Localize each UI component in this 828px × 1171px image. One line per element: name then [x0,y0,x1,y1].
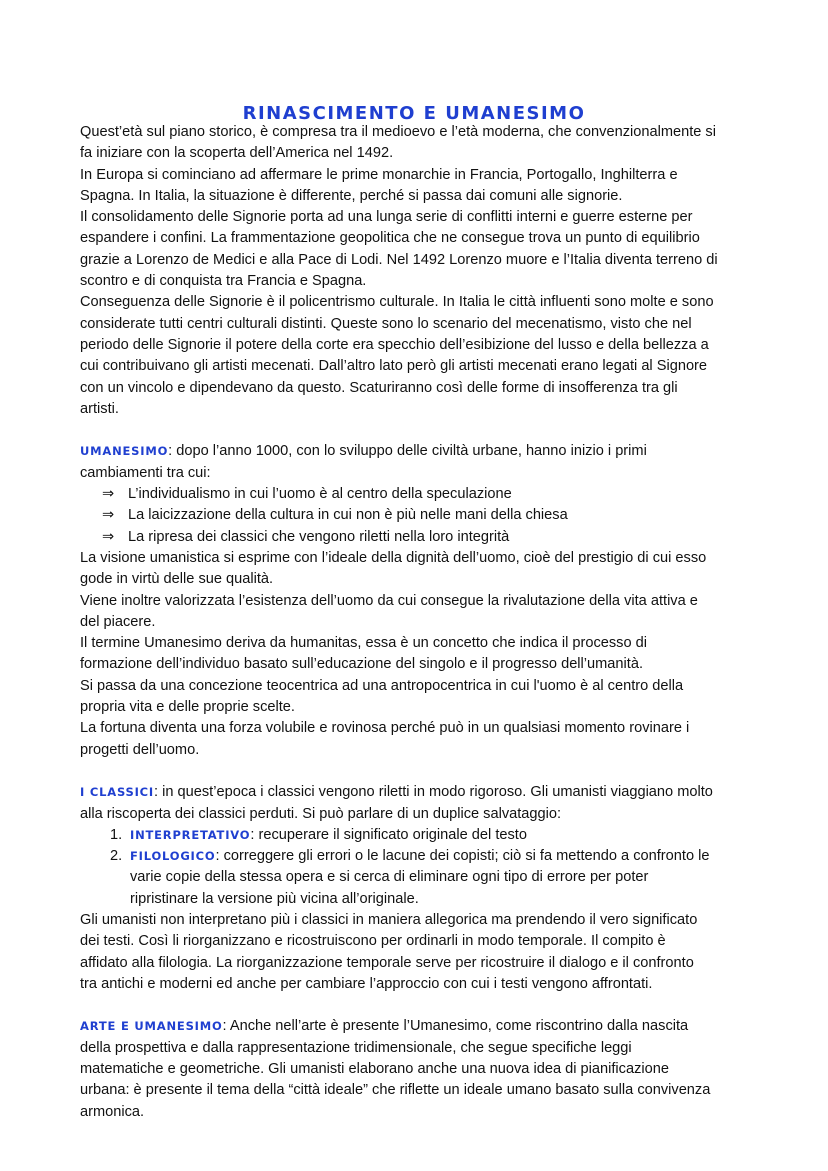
blank-line [80,420,780,441]
text-line [80,548,780,569]
text-line [80,654,780,675]
line-text: cambiamenti tra cui: [80,464,211,481]
arrow-bullet-icon: ⇒ [102,507,115,524]
line-text: propria vita e delle proprie scelte. [80,699,295,716]
text-line [80,612,780,633]
line-text: Spagna. In Italia, la situazione è differente, perché si passa dai comuni alle signorie. [80,187,623,204]
text-line [80,207,780,228]
text-line [80,228,780,249]
section-label: UMANESIMO [80,444,169,459]
text-line [80,463,780,484]
line-text: affidato alla filologia. La riorganizzazione temporale serve per ricostruire il dialogo e il confronto [80,954,694,971]
line-text: alla riscoperta dei classici perduti. Si può parlare di un duplice salvataggio: [80,805,562,822]
text-line [80,122,780,143]
line-text: Si passa da una concezione teocentrica ad una antropocentrica in cui l'uomo è al centro della [80,677,684,694]
document-body [80,122,780,1123]
text-line [80,378,780,399]
line-text: grazie a Lorenzo de Medici e alla Pace di Lodi. Nel 1492 Lorenzo muore e l’Italia diventa terreno di [80,251,718,268]
document-title: RINASCIMENTO E UMANESIMO [242,103,586,124]
text-line [80,1102,780,1123]
text-line [80,441,780,462]
section-label: INTERPRETATIVO [130,827,251,842]
line-text: periodo delle Signorie il potere della corte era specchio dell’esibizione del lusso e della bellezza a [80,336,709,353]
line-text: della prospettiva e dalla rappresentazione tridimensionale, che segue specifiche leggi [80,1039,632,1056]
text-line [80,314,780,335]
line-text: Quest’età sul piano storico, è compresa tra il medioevo e l’età moderna, che convenzionalmente si [80,124,716,140]
line-text: Il termine Umanesimo deriva da humanitas, essa è un concetto che indica il processo di [80,635,648,652]
text-line [80,1016,780,1037]
line-text: Il consolidamento delle Signorie porta ad una lunga serie di conflitti interni e guerre esterne per [80,209,693,226]
text-line [80,953,780,974]
line-text: progetti dell’uomo. [80,741,200,758]
line-text: urbana: è presente il tema della “città ideale” che riflette un ideale umano basato sulla convivenza [80,1082,711,1099]
line-text: Gli umanisti non interpretano più i classici in maniera allegorica ma prendendo il vero significato [80,911,698,928]
line-text: espandere i confini. La frammentazione geopolitica che ne consegue trova un punto di equilibrio [80,230,700,247]
line-text: artisti. [80,400,119,417]
section-label: FILOLOGICO [130,849,216,864]
section-label: ARTE E UMANESIMO [80,1019,223,1034]
numbered-item [80,825,780,846]
line-text: : in quest’epoca i classici vengono riletti in modo rigoroso. Gli umanisti viaggiano molto [154,784,713,801]
text-line [80,718,780,739]
line-text: dei testi. Così li riorganizzano e ricostruiscono per ordinarli in modo temporale. Il compito è [80,933,666,950]
line-text: scontro e di conquista tra Francia e Spagna. [80,273,367,290]
line-text: L’individualismo in cui l’uomo è al centro della speculazione [128,486,512,503]
text-line [80,399,780,420]
line-text: : correggere gli errori o le lacune dei copisti; ciò si fa mettendo a confronto le [215,848,710,865]
bullet-item [80,484,780,505]
line-text: Viene inoltre valorizzata l’esistenza dell’uomo da cui consegue la rivalutazione della vita attiva e [80,592,698,609]
line-text: La ripresa dei classici che vengono riletti nella loro integrità [128,528,510,545]
text-line [80,804,780,825]
line-text: tra antichi e moderni ed anche per cambiare l’approccio con cui i testi vengono affrontati. [80,975,653,992]
line-text: In Europa si cominciano ad affermare le prime monarchie in Francia, Portogallo, Inghilterra e [80,166,678,183]
text-line [80,356,780,377]
line-text: considerate tutti centri culturali distinti. Queste sono lo scenario del mecenatismo, visto che nel [80,315,692,332]
line-text: armonica. [80,1103,145,1120]
bullet-item [80,505,780,526]
line-text: La laicizzazione della cultura in cui non è più nelle mani della chiesa [128,507,568,524]
text-line [80,250,780,271]
line-text: matematiche e geometriche. Gli umanisti elaborano anche una nuova idea di pianificazione [80,1061,669,1078]
text-line [80,931,780,952]
line-text: cui contribuivano gli artisti mecenati. Dall’altro lato però gli artisti mecenati erano legati al Signore [80,358,708,375]
blank-line [80,995,780,1016]
text-line [80,676,780,697]
text-line [80,271,780,292]
text-line [80,186,780,207]
numbered-item [80,846,780,867]
line-text: La visione umanistica si esprime con l’ideale della dignità dell’uomo, cioè del prestigio di cui esso [80,549,707,566]
line-text: : Anche nell’arte è presente l’Umanesimo, come riscontrino dalla nascita [222,1018,689,1035]
text-line [80,740,780,761]
text-line [80,292,780,313]
line-text: varie copie della stessa opera e si cerca di eliminare ogni tipo di errore per poter [130,869,649,886]
line-text: : recuperare il significato originale del testo [250,826,527,843]
text-line [80,697,780,718]
line-text: gode in virtù delle sue qualità. [80,571,274,588]
line-text: Conseguenza delle Signorie è il policentrismo culturale. In Italia le città influenti sono molte e sono [80,294,714,311]
text-line [80,569,780,590]
text-line [80,1080,780,1101]
text-line [80,591,780,612]
text-line [80,867,780,888]
text-line [80,633,780,654]
text-line [80,335,780,356]
blank-line [80,761,780,782]
line-text: ripristinare la versione più vicina all’originale. [130,890,419,907]
line-text: fa iniziare con la scoperta dell’America nel 1492. [80,145,394,162]
line-text: con un vincolo e dipendevano da questo. Scaturiranno così delle forme di insofferenza tra gli [80,379,678,396]
line-text: La fortuna diventa una forza volubile e rovinosa perché può in un qualsiasi momento rovinare i [80,720,690,737]
list-number: 1. [110,826,123,843]
text-line [80,910,780,931]
bullet-item [80,527,780,548]
text-line [80,782,780,803]
line-text: formazione dell’individuo basato sull’educazione del singolo e il progresso dell’umanità. [80,656,644,673]
section-label: I CLASSICI [80,785,154,800]
line-text: : dopo l’anno 1000, con lo sviluppo delle civiltà urbane, hanno inizio i primi [168,443,647,460]
text-line [80,889,780,910]
arrow-bullet-icon: ⇒ [102,486,115,503]
text-line [80,974,780,995]
text-line [80,165,780,186]
text-line [80,1059,780,1080]
text-line [80,143,780,164]
line-text: del piacere. [80,613,156,630]
list-number: 2. [110,848,123,865]
text-line [80,1038,780,1059]
arrow-bullet-icon: ⇒ [102,528,115,545]
